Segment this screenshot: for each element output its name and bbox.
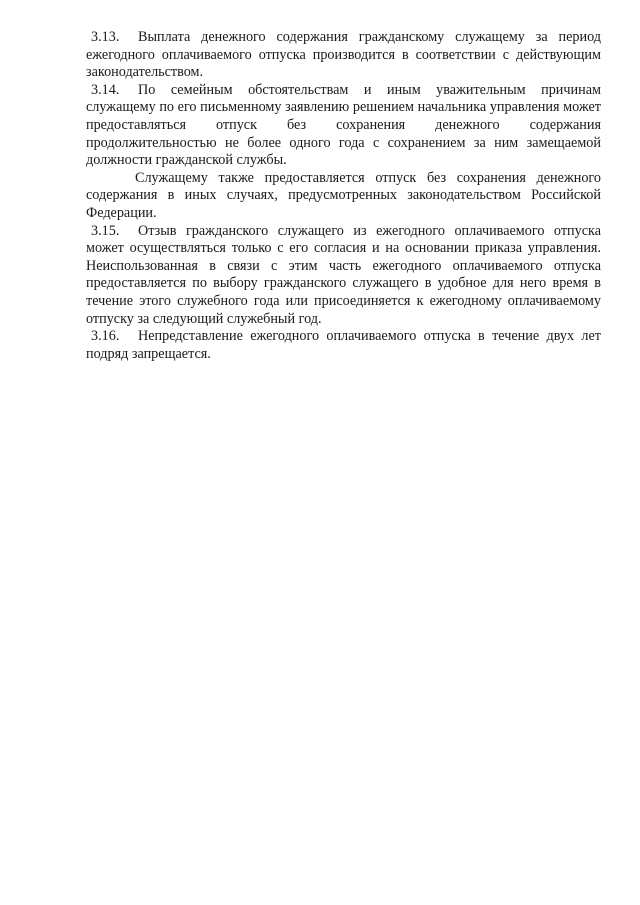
paragraph-number: 3.13. — [91, 29, 120, 45]
paragraph-text: Выплата денежного содержания гражданскому служащему за период ежегодного оплачиваемого отпуска производится в соответствии с действующим законодательством. — [86, 29, 601, 81]
document-body — [86, 29, 601, 363]
paragraph-number: 3.15. — [91, 222, 120, 239]
paragraph-text: Отзыв гражданского служащего из ежегодного оплачиваемого отпуска может осуществляться только с его согласия и на основании приказа управления. Неиспользованная в связи с этим часть ежегодного оплачиваемого отпуска предоставляется по выбору гражданского служащего в удобное для него время в течение этого служебного года или присоединяется к ежегодному оплачиваемому отпуску за следующий служебный год. — [86, 222, 601, 327]
paragraph-text: Служащему также предоставляется отпуск без сохранения денежного содержания в иных случаях, предусмотренных законодательством Российской Федерации. — [86, 169, 601, 221]
paragraph-3-13 — [86, 29, 601, 82]
paragraph-number: 3.16. — [91, 328, 120, 345]
paragraph-3-14 — [86, 82, 601, 170]
paragraph-text: По семейным обстоятельствам и иным уважительным причинам служащему по его письменному заявлению решением начальника управления может предоставляться отпуск без сохранения денежного содержания продолжительностью не более одного года с сохранением за ним замещаемой должности гражданской службы. — [86, 81, 601, 169]
paragraph-number: 3.14. — [91, 81, 120, 98]
paragraph-3-16 — [86, 328, 601, 363]
paragraph-3-14-continuation — [86, 170, 601, 223]
paragraph-3-15 — [86, 223, 601, 329]
paragraph-text: Непредставление ежегодного оплачиваемого отпуска в течение двух лет подряд запрещается. — [86, 328, 601, 362]
